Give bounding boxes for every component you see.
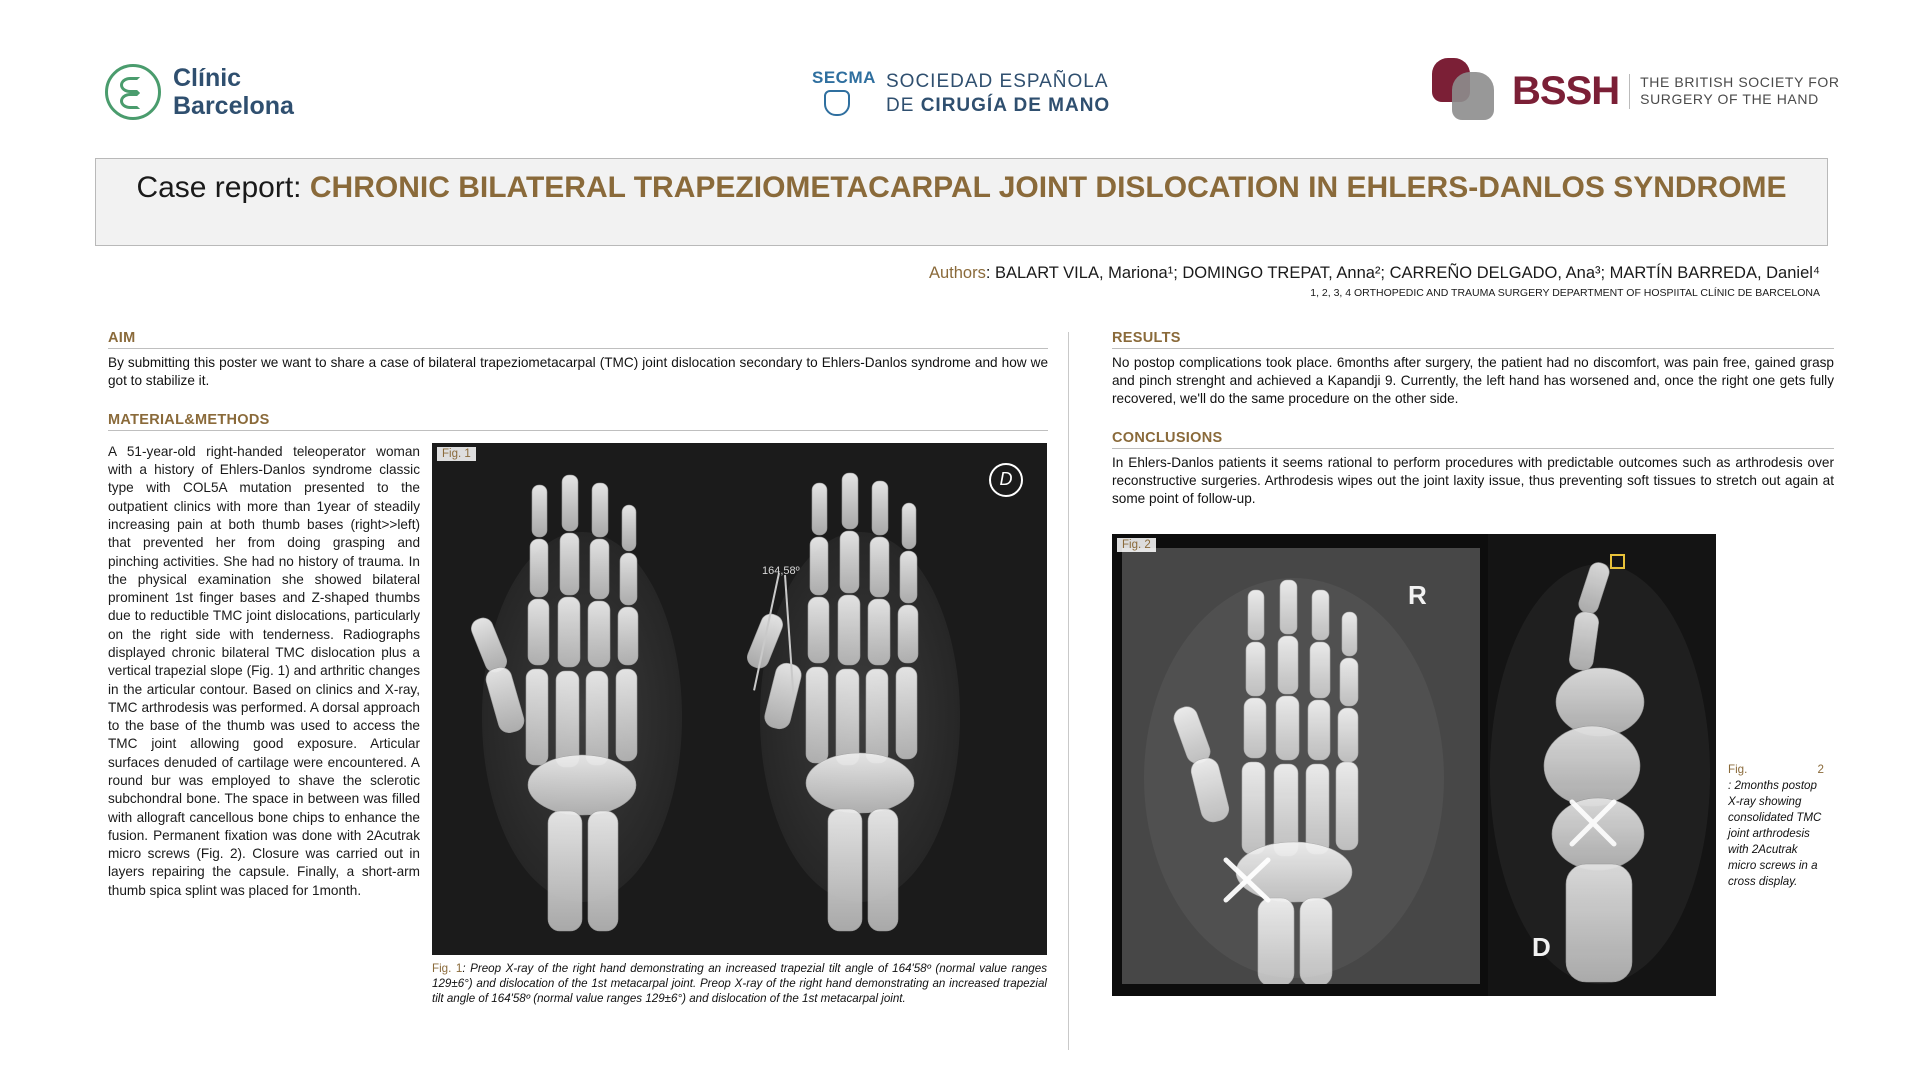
- secma-line2-bold: CIRUGÍA DE MANO: [920, 95, 1111, 116]
- column-divider: [1068, 332, 1069, 1050]
- clinic-logo-text: [173, 64, 294, 120]
- materials-figure-row: [108, 443, 1048, 1007]
- secma-logo-text: [886, 70, 1110, 118]
- bssh-subtitle: [1629, 74, 1839, 109]
- figure-2-tag: Fig. 2: [1117, 538, 1156, 552]
- title-prefix: Case report:: [136, 171, 310, 204]
- aim-body: By submitting this poster we want to share a case of bilateral trapeziometacarpal (TMC) joint dislocation secondary to Ehlers-Danlos syndrome and how we got to stabilize it.: [108, 355, 1048, 388]
- figure-1-angle-label: 164,58º: [762, 564, 800, 577]
- xray-postop-lateral-illustration: [1488, 534, 1716, 996]
- clinic-logo-line2: Barcelona: [173, 92, 294, 120]
- logo-bar: [0, 28, 1920, 118]
- figure-1-image: [432, 443, 1047, 955]
- materials-heading: MATERIAL&METHODS: [108, 412, 1048, 431]
- left-column: [108, 330, 1048, 1007]
- figure-2-label-right: R: [1408, 579, 1427, 610]
- figure-2-panel-ap: [1122, 548, 1480, 984]
- bssh-subtitle-line2: SURGERY OF THE HAND: [1640, 91, 1819, 107]
- figure-2-row: [1112, 534, 1834, 996]
- xray-postop-ap-illustration: [1122, 548, 1480, 984]
- results-heading: RESULTS: [1112, 330, 1834, 349]
- secma-line2-prefix: DE: [886, 95, 921, 116]
- right-column: [1112, 330, 1834, 996]
- hand-icon: [824, 90, 850, 116]
- bssh-hands-icon: [1430, 58, 1502, 124]
- page-title: [120, 169, 1803, 207]
- figure-2-caption: [1728, 534, 1824, 890]
- figure-1-caption-text: : Preop X-ray of the right hand demonstrating an increased trapezial tilt angle of 164'58º (normal value ranges 129±6°) and dislocation of the 1st metacarpal joint. Preop X-ray of the right hand demonstrating an increased trapezial tilt angle of 164'58º (normal value ranges 129±6°) and dislocation of the 1st metacarpal joint.: [432, 961, 1047, 1006]
- figure-1-side-marker: D: [989, 463, 1023, 497]
- figure-2-caption-text: : 2months postop X-ray showing consolidated TMC joint arthrodesis with 2Acutrak micro screws in a cross display.: [1728, 778, 1822, 888]
- bssh-wordmark: BSSH: [1512, 68, 1620, 113]
- secma-line1: SOCIEDAD ESPAÑOLA: [886, 71, 1109, 93]
- affiliation-line: 1, 2, 3, 4 ORTHOPEDIC AND TRAUMA SURGERY DEPARTMENT OF HOSPIITAL CLÍNIC DE BARCELONA: [1310, 287, 1820, 299]
- xray-left-hand-illustration: [470, 467, 720, 937]
- bssh-subtitle-line1: THE BRITISH SOCIETY FOR: [1640, 73, 1840, 90]
- clinic-logo-icon: [105, 64, 161, 120]
- figure-2-caption-number: 2: [1817, 762, 1824, 776]
- authors-line: [95, 264, 1828, 283]
- aim-heading: AIM: [108, 330, 1048, 349]
- poster-title-box: [95, 158, 1828, 246]
- figure-2-image: [1112, 534, 1716, 996]
- xray-right-hand-illustration: [732, 467, 982, 937]
- secma-mark-text: SECMA: [812, 68, 876, 87]
- figure-1-caption: [432, 961, 1047, 1007]
- figure-2-caption-tag: Fig.: [1728, 762, 1748, 776]
- title-highlight: CHRONIC BILATERAL TRAPEZIOMETACARPAL JOINT DISLOCATION IN EHLERS-DANLOS SYNDROME: [309, 171, 1787, 204]
- conclusions-heading: CONCLUSIONS: [1112, 430, 1834, 449]
- figure-2-panel-lateral: [1488, 534, 1716, 996]
- authors-label: Authors: [928, 264, 986, 282]
- bssh-logo: [1430, 58, 1840, 124]
- materials-body: A 51-year-old right-handed teleoperator woman with a history of Ehlers-Danlos syndrome classic type with COL5A mutation presented to the outpatient clinics with more than 1year of steadily increasing pain at both thumb bases (right>>left) that prevented her from doing grasping and pinching activities. She had no history of trauma. In the physical examination she showed bilateral prominent 1st finger bases and Z-shaped thumbs due to reductible TMC joint dislocations, particularly on the right side with tenderness. Radiographs displayed chronic bilateral TMC dislocation plus a vertical trapezial slope (Fig. 1) and arthritic changes in the articular contour. Based on clinics and X-ray, TMC arthrodesis was performed. A dorsal approach to the base of the thumb was used to access the TMC joint allowing good exposure. Articular surfaces denuded of cartilage were encountered. A round bur was employed to shave the sclerotic subchondral bone. The space in between was filled with allograft cancellous bone chips to enhance the fusion. Permanent fixation was done with 2Acutrak micro screws (Fig. 2). Closure was carried out in layers repairing the capsule. Finally, a short-arm thumb spica splint was placed for 1month.: [108, 443, 420, 898]
- clinic-logo-line1: Clínic: [173, 64, 242, 92]
- figure-2-label-dorsal: D: [1532, 931, 1551, 962]
- figure-1-caption-tag: Fig. 1: [432, 961, 463, 975]
- figure-1-tag: Fig. 1: [437, 447, 476, 461]
- secma-logo: [812, 66, 1110, 122]
- secma-line2: [886, 94, 1110, 118]
- authors-names: : BALART VILA, Mariona¹; DOMINGO TREPAT, Anna²; CARREÑO DELGADO, Ana³; MARTÍN BARREDA, Daniel⁴: [985, 264, 1820, 282]
- figure-1-block: [432, 443, 1047, 1007]
- figure-2-marker-icon: [1610, 554, 1625, 569]
- results-body: No postop complications took place. 6months after surgery, the patient had no discomfort, was pain free, gained grasp and pinch strenght and achieved a Kapandji 9. Currently, the left hand has worsened and, once the right one gets fully recovered, we'll do the same procedure on the other side.: [1112, 355, 1834, 406]
- clinic-barcelona-logo: [105, 64, 294, 120]
- secma-logo-icon: [812, 66, 876, 122]
- conclusions-body: In Ehlers-Danlos patients it seems rational to perform procedures with predictable outcomes such as arthrodesis over reconstructive surgeries. Arthrodesis wipes out the joint laxity issue, thus preventing soft tissues to stretch out again at some point of follow-up.: [1112, 454, 1834, 506]
